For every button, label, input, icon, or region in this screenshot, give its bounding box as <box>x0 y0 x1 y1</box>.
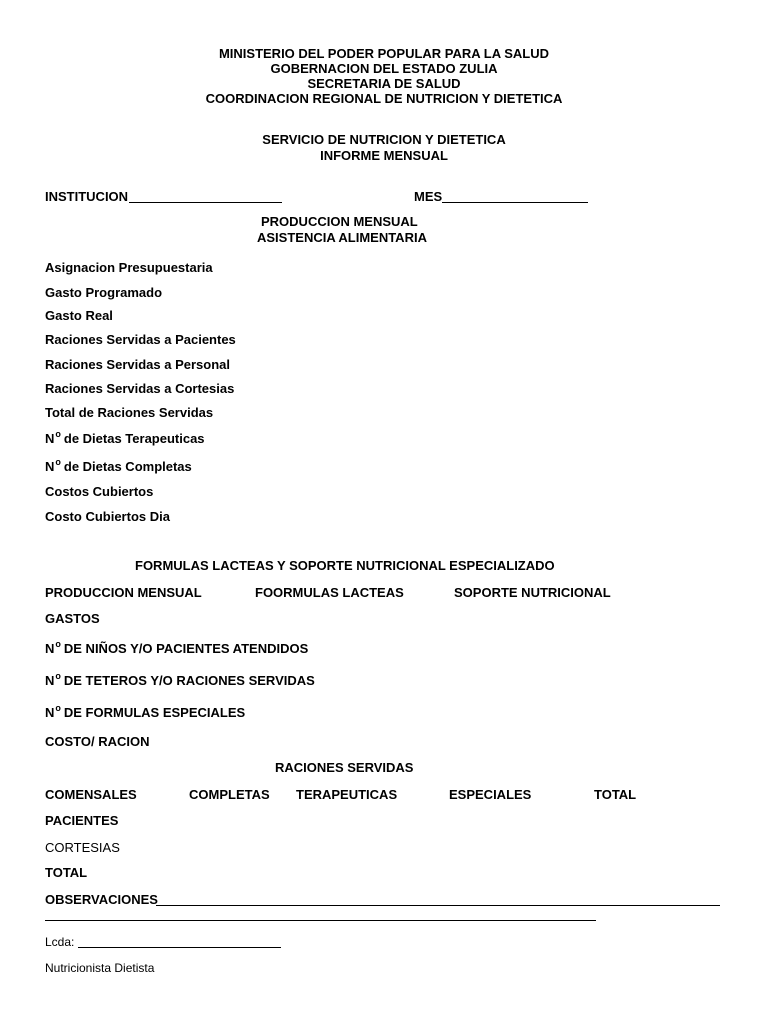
lcda-label: Lcda: <box>45 935 75 949</box>
mes-label: MES <box>414 189 443 204</box>
row-pacientes: PACIENTES <box>45 813 119 828</box>
lcda-signature-line <box>78 947 281 948</box>
item-dietas-completas: $N^o$ de Dietas Completas <box>45 457 192 474</box>
item-costo-racion: COSTO/ RACION <box>45 734 150 749</box>
institucion-label: INSTITUCION <box>45 189 129 204</box>
header-coordination: COORDINACION REGIONAL DE NUTRICION Y DIETETICA <box>205 91 563 106</box>
row-cortesias: CORTESIAS <box>45 840 120 855</box>
report-service: SERVICIO DE NUTRICION Y DIETETICA <box>262 132 506 147</box>
item-raciones-pacientes: Raciones Servidas a Pacientes <box>45 332 236 347</box>
item-raciones-personal: Raciones Servidas a Personal <box>45 357 230 372</box>
col-comensales: COMENSALES <box>45 787 137 802</box>
col-total: TOTAL <box>594 787 637 802</box>
report-type: INFORME MENSUAL <box>320 148 448 163</box>
item-formulas-especiales: $N^o$ DE FORMULAS ESPECIALES <box>45 703 246 720</box>
item-gasto-programado: Gasto Programado <box>45 285 163 300</box>
observaciones-line-2 <box>45 920 596 921</box>
item-costos-cubiertos: Costos Cubiertos <box>45 484 154 499</box>
col-completas: COMPLETAS <box>189 787 270 802</box>
item-gasto-real: Gasto Real <box>45 308 113 323</box>
observaciones-label: OBSERVACIONES <box>45 892 158 907</box>
col-soporte-nutricional: SOPORTE NUTRICIONAL <box>454 585 611 600</box>
section2-title: FORMULAS LACTEAS Y SOPORTE NUTRICIONAL ESPECIALIZADO <box>135 558 555 573</box>
item-gastos: GASTOS <box>45 611 100 626</box>
observaciones-line-1 <box>156 905 720 906</box>
row-total: TOTAL <box>45 865 88 880</box>
col-especiales: ESPECIALES <box>449 787 532 802</box>
item-raciones-cortesias: Raciones Servidas a Cortesias <box>45 381 235 396</box>
item-total-raciones: Total de Raciones Servidas <box>45 405 214 420</box>
mes-blank-line <box>442 202 588 203</box>
item-teteros-servidos: $N^o$ DE TETEROS Y/O RACIONES SERVIDAS <box>45 671 315 688</box>
section1-subtitle: ASISTENCIA ALIMENTARIA <box>257 230 427 245</box>
footer-role: Nutricionista Dietista <box>45 961 155 975</box>
header-government: GOBERNACION DEL ESTADO ZULIA <box>270 61 498 76</box>
item-costo-cubiertos-dia: Costo Cubiertos Dia <box>45 509 170 524</box>
institucion-blank-line <box>129 202 282 203</box>
section1-title: PRODUCCION MENSUAL <box>261 214 418 229</box>
item-dietas-terapeuticas: $N^o$ de Dietas Terapeuticas <box>45 429 205 446</box>
item-asignacion: Asignacion Presupuestaria <box>45 260 213 275</box>
item-ninos-atendidos: $N^o$ DE NIÑOS Y/O PACIENTES ATENDIDOS <box>45 639 309 656</box>
header-secretary: SECRETARIA DE SALUD <box>307 76 461 91</box>
col-formulas-lacteas: FOORMULAS LACTEAS <box>255 585 404 600</box>
col-produccion-mensual: PRODUCCION MENSUAL <box>45 585 202 600</box>
header-ministry: MINISTERIO DEL PODER POPULAR PARA LA SALUD <box>218 46 550 61</box>
col-terapeuticas: TERAPEUTICAS <box>296 787 398 802</box>
section3-title: RACIONES SERVIDAS <box>275 760 414 775</box>
